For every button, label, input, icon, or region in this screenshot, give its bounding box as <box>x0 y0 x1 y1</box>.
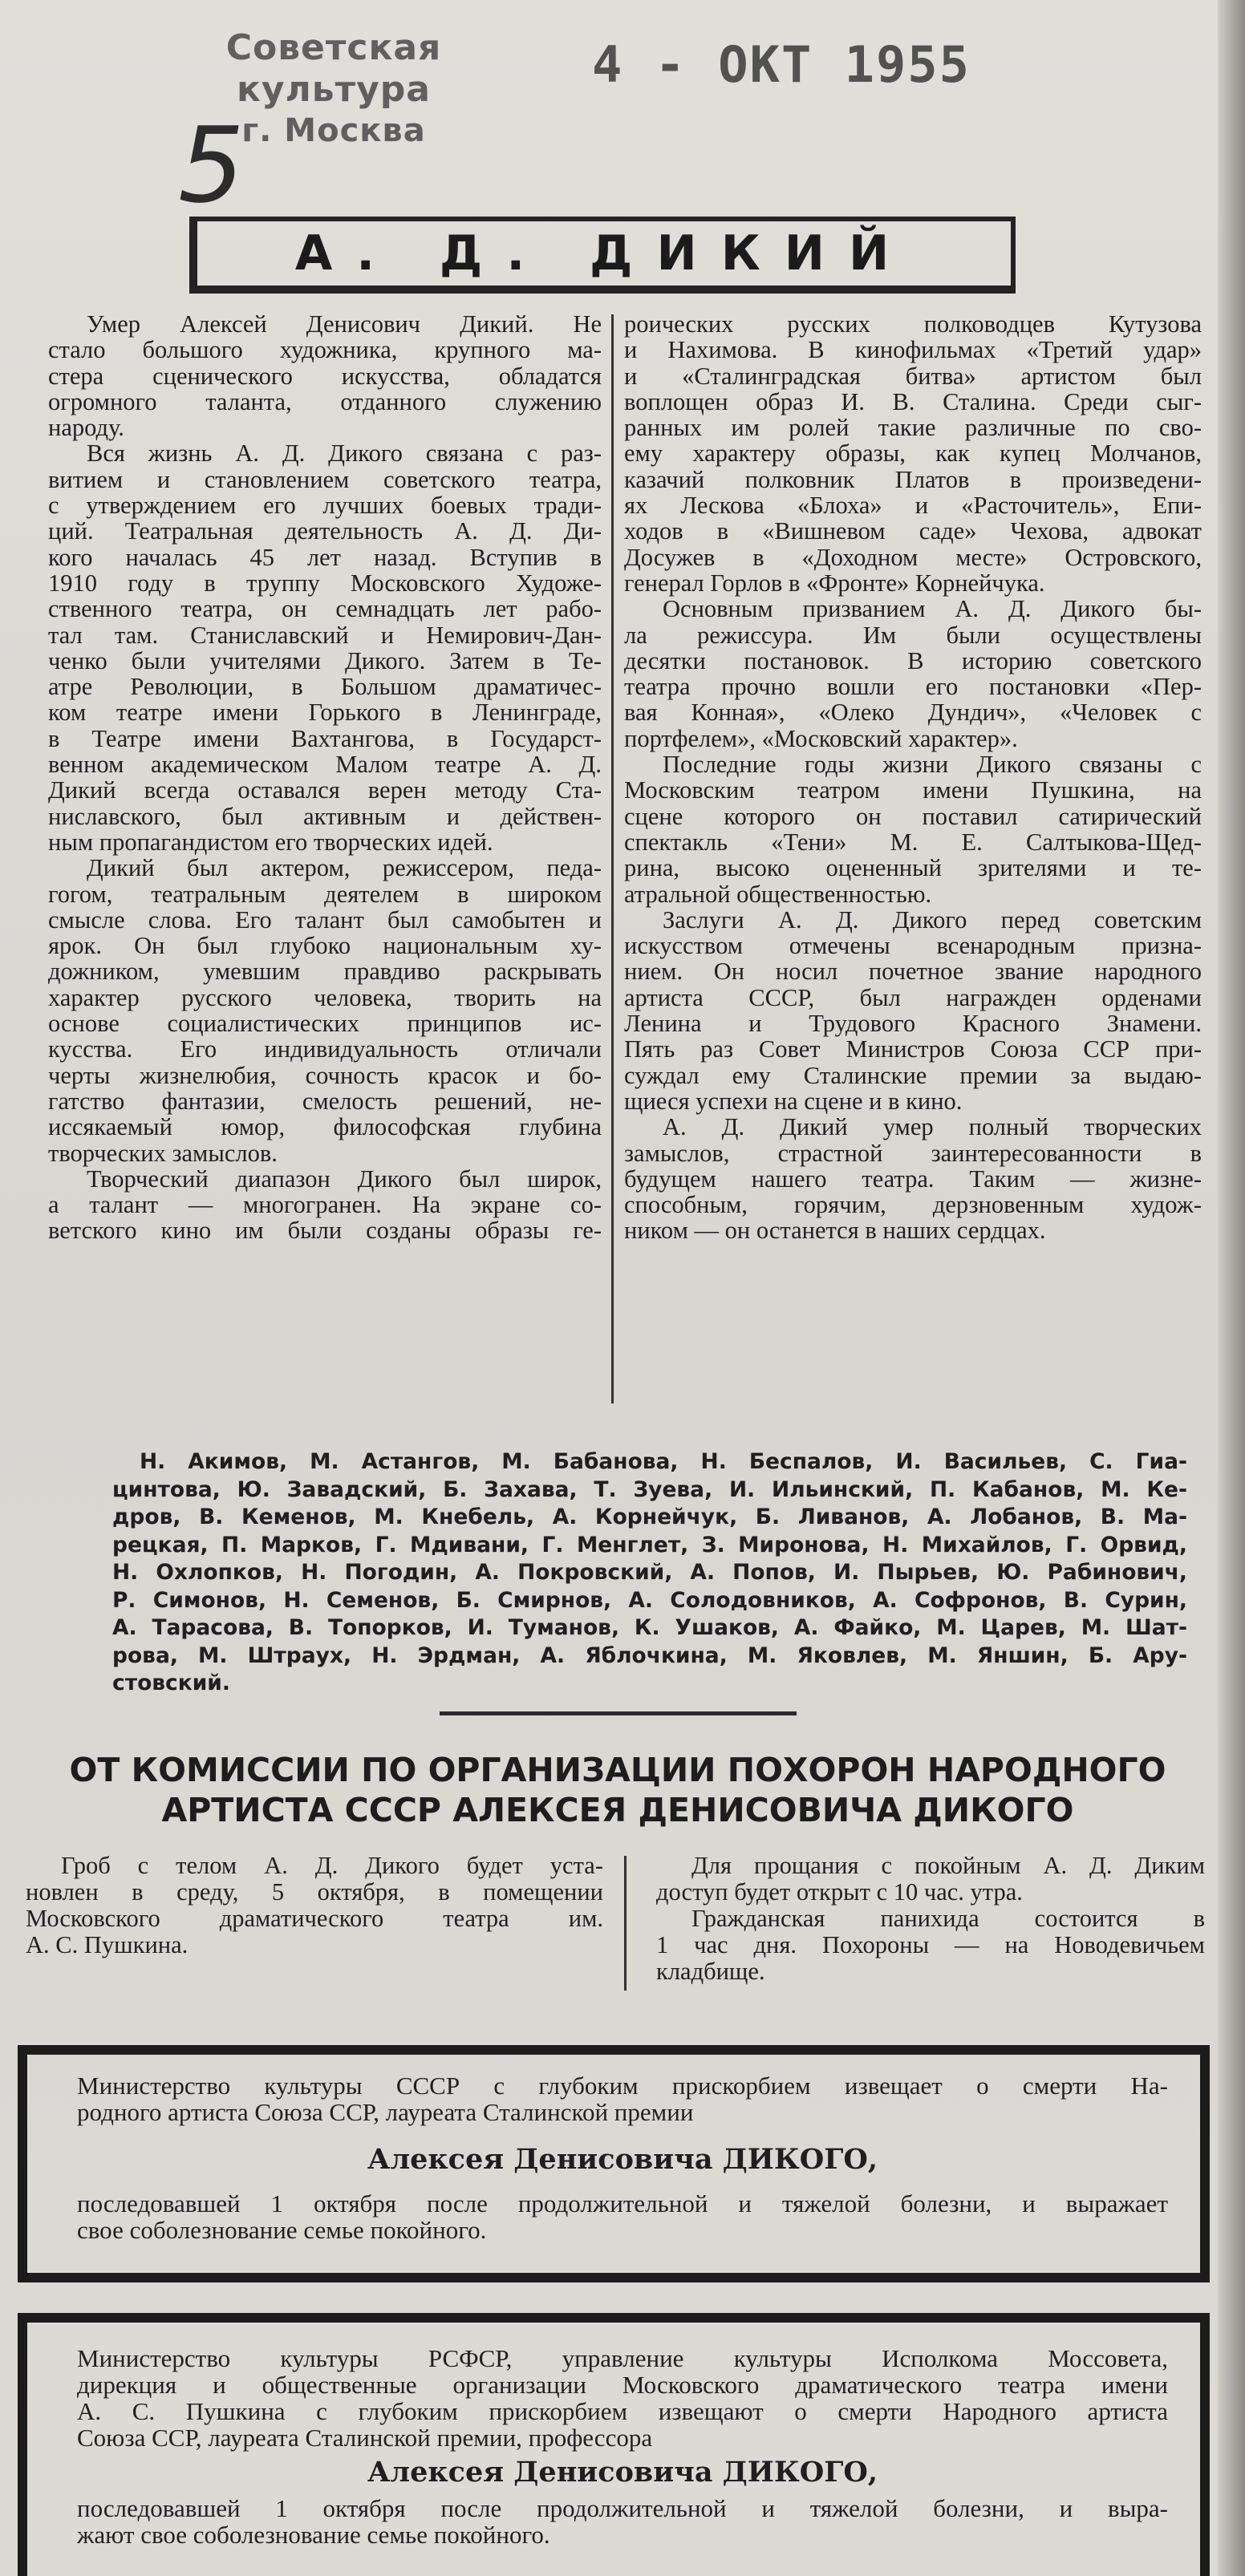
article-line: характер русского человека, творить на <box>48 983 602 1011</box>
article-line: казачий полковник Платов в произведени- <box>624 465 1202 493</box>
signature-line: дров, В. Кеменов, М. Кнебель, А. Корнейчук, Б. Ливанов, А. Лобанов, В. Ма- <box>112 1505 1187 1529</box>
commission-heading-line: ОТ КОМИССИИ ПО ОРГАНИЗАЦИИ ПОХОРОН НАРОДНОГО <box>69 1751 1166 1789</box>
article-line: и Нахимова. В кинофильмах «Третий удар» <box>624 336 1202 364</box>
article-line: смысле слова. Его талант был самобытен и <box>48 905 602 934</box>
commission-line: Гроб с телом А. Д. Дикого будет уста- <box>61 1852 603 1879</box>
article-line: способным, горячим, дерзновенным худож- <box>624 1191 1202 1219</box>
article-line: Московским театром имени Пушкина, на <box>624 776 1202 804</box>
commission-divider <box>624 1856 627 1991</box>
signature-line: рова, М. Штраух, Н. Эрдман, А. Яблочкина, М. Яковлев, М. Яншин, Б. Ару- <box>112 1642 1187 1668</box>
article-line: атральной общественностью. <box>624 880 932 908</box>
scan-edge <box>1218 0 1245 2576</box>
article-line: ходов в «Вишневом саде» Чехова, адвокат <box>624 517 1202 545</box>
article-line: Досужев в «Доходном месте» Островского, <box>624 543 1202 571</box>
article-line: ях Лескова «Блоха» и «Расточитель», Епи- <box>624 492 1202 520</box>
article-line: кого началась 45 лет назад. Вступив в <box>48 543 602 571</box>
article-line: щиеся успехи на сцене и в кино. <box>624 1087 963 1115</box>
article-line: в Театре имени Вахтангова, в Государст- <box>48 724 602 752</box>
article-left-column <box>48 311 602 1244</box>
article-line: суждал ему Сталинские премии за выдаю- <box>624 1061 1202 1089</box>
article-line: ветского кино им были созданы образы ге- <box>48 1217 602 1245</box>
article-line: ла режиссура. Им были осуществлены <box>624 621 1202 649</box>
signature-line: стовский. <box>112 1671 230 1695</box>
article-line: основе социалистических принципов ис- <box>48 1010 602 1038</box>
article-line: Дикий всегда оставался верен методу Ста- <box>48 776 602 804</box>
article-line: Дикий был актером, режиссером, педа- <box>87 854 602 882</box>
handwritten-number: 5 <box>178 104 245 226</box>
article-line: ным пропагандистом его творческих идей. <box>48 828 493 856</box>
commission-line: новлен в среду, 5 октября, в помещении <box>26 1878 603 1906</box>
article-line: артиста СССР, был награжден орденами <box>624 983 1202 1011</box>
article-line: стало большого художника, крупного ма- <box>48 336 602 364</box>
article-line: атре Революции, в Большом драматичес- <box>48 673 602 701</box>
notice-tail-line: последовавшей 1 октября после продолжительной и тяжелой болезни, и выражает <box>77 2189 1168 2218</box>
article-title: А. Д. ДИКИЙ <box>294 225 914 281</box>
article-line: тал там. Станиславский и Немирович-Дан- <box>48 621 602 649</box>
article-right-column <box>624 311 1202 1244</box>
article-line: дожником, умевшим правдиво раскрывать <box>48 958 602 986</box>
article-line: будущем нашего театра. Таким — жизне- <box>624 1164 1202 1193</box>
notice-intro-line: Союза ССР, лауреата Сталинской премии, профессора <box>77 2424 653 2452</box>
article-line: Пять раз Совет Министров Союза ССР при- <box>624 1035 1202 1063</box>
section-divider <box>440 1711 797 1715</box>
notice-tail-line: свое соболезнование семье покойного. <box>77 2216 487 2244</box>
article-title-box <box>189 217 1016 294</box>
article-line: театра прочно вошли его постановки «Пер- <box>624 673 1202 701</box>
article-line: и «Сталинградская битва» артистом был <box>624 362 1202 390</box>
column-divider <box>611 314 614 1403</box>
article-line: стера сценического искусства, обладатся <box>48 362 602 390</box>
article-line: сцене которого он поставил сатирический <box>624 802 1202 830</box>
commission-line: 1 час дня. Похороны — на Новодевичьем <box>656 1931 1205 1958</box>
notice-deceased-name: Алексея Денисовича ДИКОГО, <box>367 2456 878 2489</box>
article-line: а талант — многогранен. На экране со- <box>48 1191 602 1219</box>
signature-line: рецкая, П. Марков, Г. Мдивани, Г. Менглет, З. Миронова, Н. Михайлов, Г. Орвид, <box>112 1532 1187 1557</box>
article-line: витием и становлением советского театра, <box>48 465 602 493</box>
signatories-list <box>112 1448 1187 1698</box>
notice-tail-line: жают свое соболезнование семье покойного. <box>77 2521 550 2549</box>
stamp-date: 4 - ОКТ 1955 <box>592 35 971 94</box>
commission-line: Московского драматического театра им. <box>26 1905 603 1932</box>
article-line: рина, высоко оцененный зрителями и те- <box>624 854 1202 882</box>
article-line: огромного таланта, отданного служению <box>48 387 602 415</box>
article-line: ком театре имени Горького в Ленинграде, <box>48 699 602 727</box>
article-line: венном академическом Малом театре А. Д. <box>48 751 602 779</box>
article-line: Вся жизнь А. Д. Дикого связана с раз- <box>87 439 602 468</box>
article-line: иссякаемый юмор, философская глубина <box>48 1113 602 1141</box>
article-line: гатство фантазии, смелость решений, не- <box>48 1087 602 1115</box>
signature-line: цинтова, Ю. Завадский, Б. Захава, Т. Зуева, И. Ильинский, П. Кабанов, М. Ке- <box>112 1476 1187 1502</box>
article-line: черты жизнелюбия, сочность красок и бо- <box>48 1061 602 1089</box>
notice-intro-line: Министерство культуры СССР с глубоким прискорбием извещает о смерти На- <box>77 2072 1168 2100</box>
commission-line: доступ будет открыт с 10 час. утра. <box>656 1878 1023 1906</box>
article-line: А. Д. Дикий умер полный творческих <box>663 1113 1202 1141</box>
notice-deceased-name: Алексея Денисовича ДИКОГО, <box>367 2143 878 2176</box>
article-line: вая Конная», «Олеко Дундич», «Человек с <box>624 699 1202 727</box>
article-line: ему характеру образы, как купец Молчанов, <box>624 439 1202 468</box>
commission-line: кладбище. <box>656 1958 765 1985</box>
commission-right-column <box>656 1853 1205 1985</box>
article-line: десятки постановок. В историю советского <box>624 646 1202 674</box>
article-line: гогом, театральным деятелем в широком <box>48 880 602 908</box>
article-line: генерал Горлов в «Фронте» Корнейчука. <box>624 569 1045 597</box>
article-line: ченко были учителями Дикого. Затем в Те- <box>48 646 602 674</box>
article-line: творческих замыслов. <box>48 1139 278 1167</box>
article-line: Творческий диапазон Дикого был широк, <box>87 1164 602 1193</box>
article-line: ярок. Он был глубоко национальным ху- <box>48 932 602 960</box>
stamp-paper-name: Советская культура <box>225 27 442 110</box>
article-line: ций. Театральная деятельность А. Д. Ди- <box>48 517 602 545</box>
commission-heading-line: АРТИСТА СССР АЛЕКСЕЯ ДЕНИСОВИЧА ДИКОГО <box>161 1791 1074 1829</box>
commission-line: А. С. Пушкина. <box>26 1931 189 1958</box>
notice-tail-line: последовавшей 1 октября после продолжительной и тяжелой болезни, и выра- <box>77 2494 1168 2522</box>
obituary-notice-rsfsr <box>18 2313 1210 2576</box>
notice-intro-line: А. С. Пушкина с глубоким прискорбием извещают о смерти Народного артиста <box>77 2397 1168 2425</box>
commission-line: Гражданская панихида состоится в <box>691 1905 1205 1932</box>
commission-line: Для прощания с покойным А. Д. Диким <box>691 1852 1205 1879</box>
notice-intro-line: родного артиста Союза ССР, лауреата Сталинской премии <box>77 2098 694 2126</box>
stamp-city: г. Москва <box>241 112 426 149</box>
article-line: нием. Он носил почетное звание народного <box>624 958 1202 986</box>
article-line: роических русских полководцев Кутузова <box>624 310 1202 338</box>
article-line: ником — он останется в наших сердцах. <box>624 1217 1046 1245</box>
article-line: кусства. Его индивидуальность отличали <box>48 1035 602 1063</box>
article-line: искусством отмечены всенародным призна- <box>624 932 1202 960</box>
article-line: портфелем», «Московский характер». <box>624 724 1018 752</box>
article-line: Ленина и Трудового Красного Знамени. <box>624 1010 1202 1038</box>
article-line: ственного театра, он семнадцать лет рабо- <box>48 595 602 623</box>
commission-left-column <box>26 1853 603 1958</box>
article-line: народу. <box>48 414 124 442</box>
notice-intro-line: дирекция и общественные организации Московского драматического театра имени <box>77 2371 1168 2399</box>
obituary-notice-ussr <box>18 2045 1210 2282</box>
signature-line: А. Тарасова, В. Топорков, И. Туманов, К. Ушаков, А. Файко, М. Царев, М. Шат- <box>112 1615 1187 1640</box>
article-line: замыслов, страстной заинтересованности в <box>624 1139 1202 1167</box>
signature-line: Н. Охлопков, Н. Погодин, А. Покровский, А. Попов, И. Пырьев, Ю. Рабинович, <box>112 1560 1187 1585</box>
notice-intro-line: Министерство культуры РСФСР, управление культуры Исполкома Моссовета, <box>77 2344 1168 2372</box>
article-line: Заслуги А. Д. Дикого перед советским <box>663 905 1202 934</box>
article-line: с утверждением его лучших боевых тради- <box>48 492 602 520</box>
signature-line: Н. Акимов, М. Астангов, М. Бабанова, Н. Беспалов, И. Васильев, С. Гиа- <box>140 1449 1187 1474</box>
commission-heading <box>32 1750 1203 1830</box>
signature-line: Р. Симонов, Н. Семенов, Б. Смирнов, А. Солодовников, А. Софронов, В. Сурин, <box>112 1587 1187 1613</box>
article-line: ранных им ролей такие различные по сво- <box>624 414 1202 442</box>
article-line: Умер Алексей Денисович Дикий. Не <box>87 310 602 338</box>
article-line: Основным призванием А. Д. Дикого бы- <box>663 595 1202 623</box>
article-line: Последние годы жизни Дикого связаны с <box>663 751 1202 779</box>
article-line: 1910 году в труппу Московского Художе- <box>48 569 602 597</box>
article-line: воплощен образ И. В. Сталина. Среди сыг- <box>624 387 1202 415</box>
article-line: ниславского, был активным и действен- <box>48 802 602 830</box>
article-line: спектакль «Тени» М. Е. Салтыкова-Щед- <box>624 828 1202 856</box>
